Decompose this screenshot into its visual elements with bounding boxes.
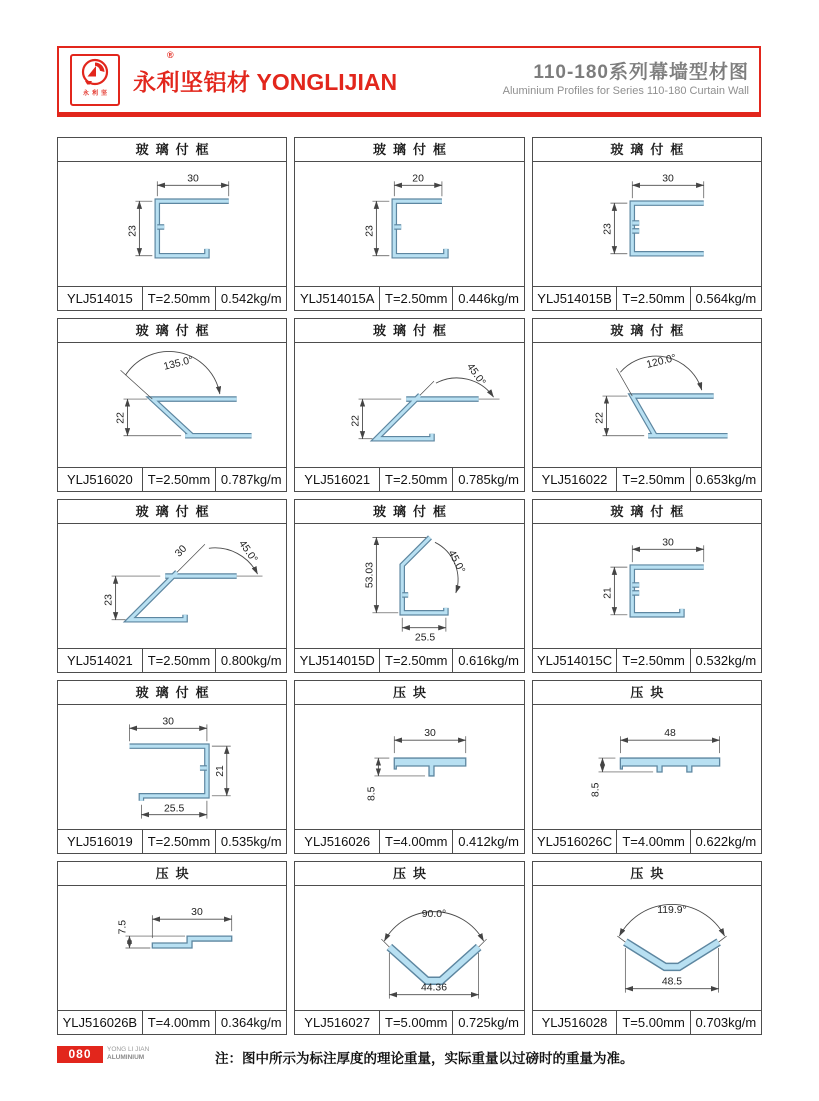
model-label: YLJ514021: [58, 649, 143, 672]
profile-drawing: [58, 343, 286, 467]
thickness-label: T=4.00mm: [143, 1011, 216, 1034]
profile-drawing-svg: [58, 705, 286, 829]
thickness-label: T=2.50mm: [143, 830, 216, 853]
profile-drawing: [533, 524, 761, 648]
model-label: YLJ514015C: [533, 649, 618, 672]
model-label: YLJ516020: [58, 468, 143, 491]
thickness-label: T=2.50mm: [380, 468, 453, 491]
model-label: YLJ516028: [533, 1011, 618, 1034]
profile-title: 压块: [58, 862, 286, 886]
profile-drawing-svg: [533, 705, 761, 829]
company-name-en: YONGLIJIAN: [256, 68, 398, 95]
series-title-cn: 110-180系列幕墙型材图: [533, 62, 749, 83]
profile-drawing-svg: [58, 886, 286, 1010]
model-label: YLJ516026C: [533, 830, 618, 853]
profile-info-row: [295, 1010, 523, 1034]
model-label: YLJ516026B: [58, 1011, 143, 1034]
dim-label: 30: [191, 907, 203, 919]
logo-mark-icon: [73, 56, 117, 90]
dim-label: 48.5: [661, 976, 682, 988]
dim-label: 8.5: [366, 786, 378, 802]
weight-label: 0.412kg/m: [458, 834, 519, 849]
thickness-label: T=2.50mm: [617, 468, 690, 491]
dim-label: 30: [661, 173, 674, 185]
profile-drawing-svg: [295, 162, 523, 286]
company-logo: [70, 54, 120, 106]
dim-label: 30: [661, 537, 674, 549]
profile-cell: [57, 137, 287, 311]
profile-cell: [294, 137, 524, 311]
profile-drawing: [533, 343, 761, 467]
dim-label: 119.9°: [656, 905, 687, 917]
weight-label: 0.653kg/m: [695, 472, 757, 487]
weight-label: 0.364kg/m: [220, 1015, 282, 1030]
thickness-label: T=4.00mm: [617, 830, 690, 853]
profile-drawing-svg: [295, 524, 523, 648]
profile-drawing-svg: [533, 162, 761, 286]
dim-label: 23: [364, 225, 376, 237]
profile-title: 压块: [295, 862, 523, 886]
dim-label: 23: [103, 594, 115, 606]
thickness-label: T=2.50mm: [380, 649, 453, 672]
profile-cell: [532, 861, 762, 1035]
profile-drawing: [533, 162, 761, 286]
weight-label: 0.446kg/m: [458, 291, 519, 306]
dim-label: 45.0°: [445, 548, 467, 576]
profile-title: 玻璃付框: [58, 138, 286, 162]
footer-brand-line2: ALUMINIUM: [107, 1054, 145, 1061]
dim-label: 21: [214, 765, 226, 777]
profile-title: 压块: [533, 862, 761, 886]
profile-info-row: [295, 648, 523, 672]
profile-title: 玻璃付框: [58, 500, 286, 524]
thickness-label: T=2.50mm: [143, 468, 216, 491]
profile-drawing: [58, 162, 286, 286]
thickness-label: T=2.50mm: [617, 649, 690, 672]
profile-cell: [532, 499, 762, 673]
dim-label: 25.5: [415, 632, 436, 644]
profile-drawing-svg: [58, 162, 286, 286]
profile-info-row: [295, 829, 523, 853]
footer-brand-line1: YONG LI JIAN: [107, 1046, 150, 1053]
dim-label: 120.0°: [645, 352, 678, 371]
profile-drawing-svg: [58, 343, 286, 467]
profile-info-row: [58, 467, 286, 491]
profile-cell: [532, 318, 762, 492]
logo-characters: 永利坚: [82, 91, 110, 97]
weight-label: 0.564kg/m: [695, 291, 757, 306]
thickness-label: T=4.00mm: [380, 830, 453, 853]
profile-drawing: [295, 343, 523, 467]
profile-title: 玻璃付框: [58, 681, 286, 705]
profile-title: 玻璃付框: [533, 138, 761, 162]
profile-info-row: [58, 648, 286, 672]
profile-cell: [57, 680, 287, 854]
profile-drawing: [295, 886, 523, 1010]
dim-label: 30: [424, 728, 437, 740]
thickness-label: T=2.50mm: [617, 287, 690, 310]
dim-label: 45.0°: [464, 361, 488, 388]
profile-info-row: [533, 1010, 761, 1034]
profile-drawing-svg: [295, 705, 523, 829]
profile-cell: [57, 861, 287, 1035]
profile-title: 压块: [295, 681, 523, 705]
profile-title: 玻璃付框: [295, 319, 523, 343]
profile-drawing-svg: [533, 524, 761, 648]
footer-brand: [107, 1046, 149, 1062]
profile-cell: [57, 499, 287, 673]
profile-grid: [57, 137, 762, 1035]
model-label: YLJ516019: [58, 830, 143, 853]
weight-label: 0.535kg/m: [220, 834, 282, 849]
dim-label: 23: [127, 225, 139, 237]
dim-label: 135.0°: [162, 354, 195, 373]
profile-drawing-svg: [295, 886, 523, 1010]
profile-drawing-svg: [58, 524, 286, 648]
profile-cell: [294, 861, 524, 1035]
profile-cell: [57, 318, 287, 492]
dim-label: 30: [162, 716, 174, 728]
model-label: YLJ516026: [295, 830, 380, 853]
model-label: YLJ514015D: [295, 649, 380, 672]
profile-info-row: [295, 467, 523, 491]
profile-drawing: [295, 705, 523, 829]
profile-info-row: [533, 648, 761, 672]
profile-title: 玻璃付框: [58, 319, 286, 343]
dim-label: 44.36: [421, 982, 448, 994]
weight-label: 0.787kg/m: [220, 472, 282, 487]
profile-info-row: [295, 286, 523, 310]
profile-title: 玻璃付框: [295, 500, 523, 524]
profile-drawing-svg: [533, 886, 761, 1010]
dim-label: 25.5: [164, 803, 185, 815]
profile-info-row: [58, 286, 286, 310]
profile-cell: [294, 318, 524, 492]
profile-drawing-svg: [295, 343, 523, 467]
dim-label: 20: [412, 173, 425, 185]
profile-info-row: [533, 467, 761, 491]
weight-label: 0.542kg/m: [220, 291, 282, 306]
dim-label: 30: [187, 173, 199, 185]
weight-label: 0.622kg/m: [695, 834, 757, 849]
weight-label: 0.725kg/m: [458, 1015, 519, 1030]
profile-info-row: [533, 829, 761, 853]
thickness-label: T=2.50mm: [143, 649, 216, 672]
profile-drawing: [295, 162, 523, 286]
profile-info-row: [58, 829, 286, 853]
profile-info-row: [533, 286, 761, 310]
dim-label: 23: [602, 223, 614, 235]
company-name-cn: 永利坚铝材: [133, 68, 251, 95]
model-label: YLJ516021: [295, 468, 380, 491]
footer-note: 注：图中所示为标注厚度的理论重量，实际重量以过磅时的重量为准。: [215, 1051, 634, 1066]
profile-title: 玻璃付框: [295, 138, 523, 162]
profile-cell: [294, 499, 524, 673]
profile-drawing: [58, 886, 286, 1010]
dim-label: 90.0°: [422, 909, 447, 921]
registered-trademark: ®: [167, 50, 174, 60]
model-label: YLJ516027: [295, 1011, 380, 1034]
profile-title: 玻璃付框: [533, 500, 761, 524]
profile-drawing: [295, 524, 523, 648]
dim-label: 48: [663, 728, 676, 740]
model-label: YLJ514015B: [533, 287, 618, 310]
dim-label: 21: [602, 587, 614, 599]
profile-info-row: [58, 1010, 286, 1034]
weight-label: 0.800kg/m: [220, 653, 282, 668]
profile-title: 压块: [533, 681, 761, 705]
dim-label: 22: [115, 412, 127, 424]
profile-title: 玻璃付框: [533, 319, 761, 343]
dim-label: 7.5: [117, 919, 129, 935]
dim-label: 30: [173, 543, 190, 560]
thickness-label: T=2.50mm: [143, 287, 216, 310]
weight-label: 0.616kg/m: [458, 653, 519, 668]
dim-label: 45.0°: [236, 538, 260, 565]
page-number-badge: 080: [57, 1046, 103, 1063]
profile-drawing: [58, 705, 286, 829]
profile-cell: [532, 137, 762, 311]
weight-label: 0.703kg/m: [695, 1015, 757, 1030]
model-label: YLJ514015: [58, 287, 143, 310]
dim-label: 22: [594, 412, 606, 424]
model-label: YLJ516022: [533, 468, 618, 491]
dim-label: 53.03: [364, 562, 376, 589]
profile-cell: [532, 680, 762, 854]
weight-label: 0.785kg/m: [458, 472, 519, 487]
series-title-block: [503, 62, 759, 98]
profile-drawing: [533, 886, 761, 1010]
page-header: [57, 46, 761, 117]
profile-cell: [294, 680, 524, 854]
dim-label: 22: [350, 415, 362, 427]
profile-drawing: [533, 705, 761, 829]
thickness-label: T=2.50mm: [380, 287, 453, 310]
model-label: YLJ514015A: [295, 287, 380, 310]
thickness-label: T=5.00mm: [380, 1011, 453, 1034]
profile-drawing-svg: [533, 343, 761, 467]
thickness-label: T=5.00mm: [617, 1011, 690, 1034]
profile-drawing: [58, 524, 286, 648]
company-name: [133, 64, 397, 97]
weight-label: 0.532kg/m: [695, 653, 757, 668]
dim-label: 8.5: [590, 782, 602, 798]
series-title-en: Aluminium Profiles for Series 110-180 Curtain Wall: [502, 85, 749, 97]
